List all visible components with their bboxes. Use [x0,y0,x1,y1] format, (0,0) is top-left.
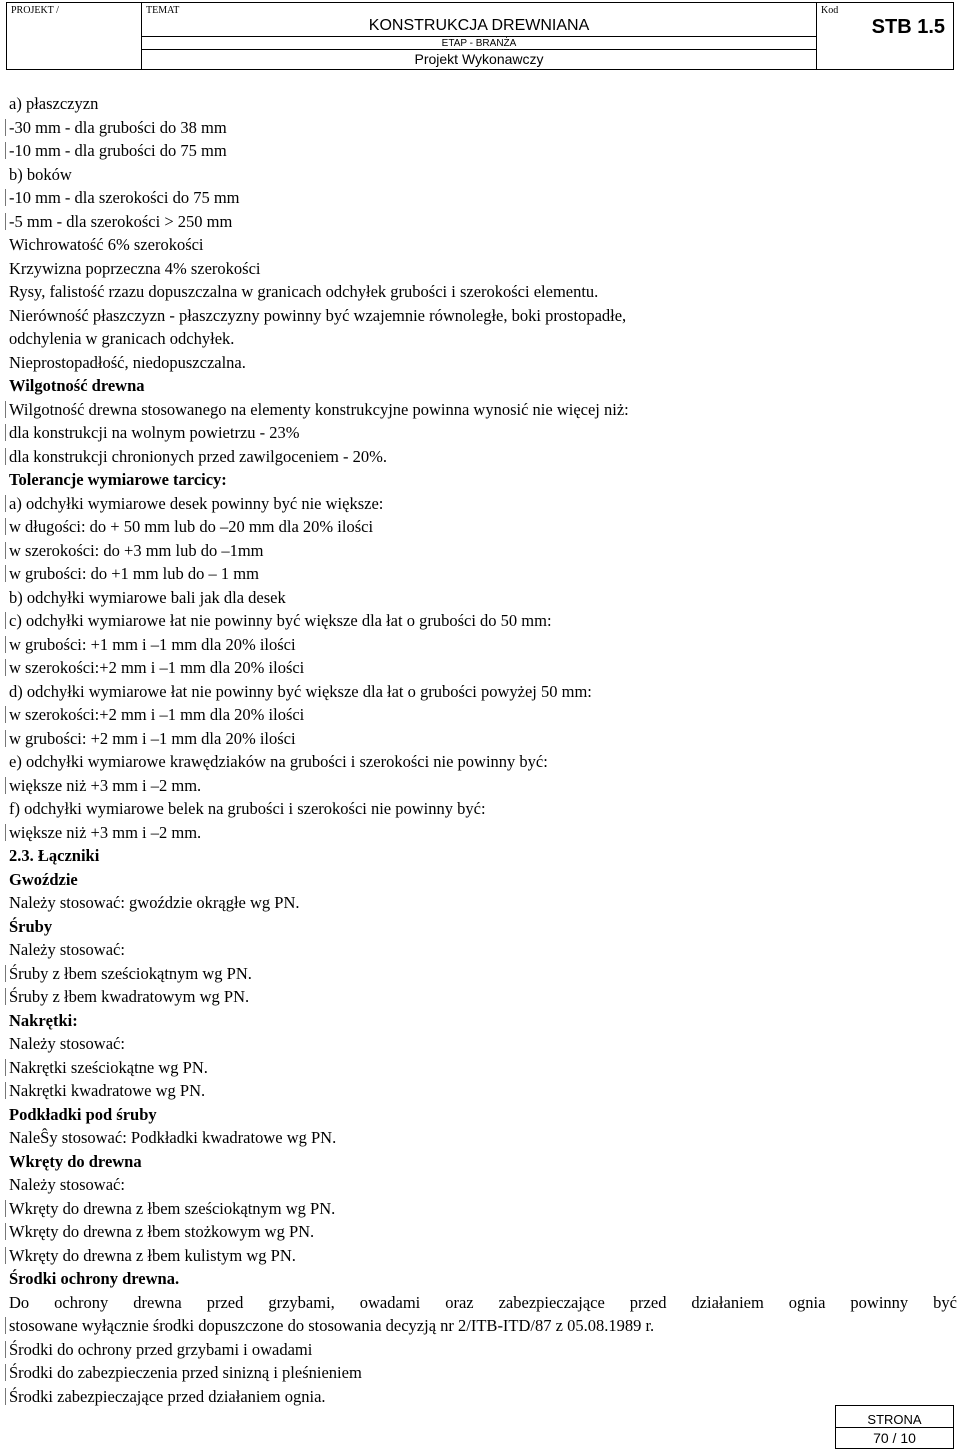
projekt-label: PROJEKT / [11,5,59,16]
text-line [9,821,957,845]
text-line [9,210,957,234]
margin-mark [5,1364,9,1381]
line-text: Środki ochrony drewna. [9,1269,180,1288]
text-line [9,539,957,563]
margin-mark [5,142,9,159]
text-line [9,421,957,445]
line-text: c) odchyłki wymiarowe łat nie powinny być większe dla łat o grubości do 50 mm: [9,611,552,630]
line-text: Środki zabezpieczające przed działaniem ognia. [9,1386,326,1406]
margin-mark [5,965,9,982]
line-text: Środki do zabezpieczenia przed sinizną i pleśnieniem [9,1363,362,1382]
line-text: w długości: do + 50 mm lub do –20 mm dla 20% ilości [9,517,374,536]
text-line [9,1314,957,1338]
margin-mark [5,1200,9,1217]
margin-mark [5,777,9,794]
text-line [9,257,957,281]
text-line [9,515,957,539]
line-text: Nakrętki kwadratowe wg PN. [9,1081,206,1100]
margin-mark [5,988,9,1005]
text-line [9,1173,957,1197]
line-text: NaleŜy stosować: Podkładki kwadratowe wg PN. [9,1128,337,1147]
line-text: Wichrowatość 6% szerokości [9,235,204,254]
line-text: Krzywizna poprzeczna 4% szerokości [9,258,261,278]
text-line [9,351,957,375]
text-line [9,891,957,915]
margin-mark [5,824,9,841]
text-line [9,280,957,304]
text-line [9,1338,957,1362]
line-text: Podkładki pod śruby [9,1104,157,1124]
margin-mark [5,636,9,653]
margin-mark [5,1341,9,1358]
line-text: dla konstrukcji na wolnym powietrzu - 23% [9,423,300,442]
line-text: Śruby z łbem sześciokątnym wg PN. [9,963,252,983]
margin-mark [5,706,9,723]
text-line [9,586,957,610]
margin-mark [5,189,9,206]
text-line [9,92,957,116]
margin-mark [5,1388,9,1405]
margin-mark [5,612,9,629]
line-text: w grubości: do +1 mm lub do – 1 mm [9,564,259,583]
line-text: -30 mm - dla grubości do 38 mm [9,117,227,137]
text-line [9,233,957,257]
text-line [9,139,957,163]
text-line [9,186,957,210]
margin-mark [5,565,9,582]
text-line [9,797,957,821]
line-text: Nakrętki sześciokątne wg PN. [9,1057,208,1077]
margin-mark [5,518,9,535]
line-text: w szerokości:+2 mm i –1 mm dla 20% ilości [9,658,305,677]
text-line [9,445,957,469]
margin-mark [5,213,9,230]
line-text: w szerokości:+2 mm i –1 mm dla 20% ilości [9,705,305,724]
line-text: Śruby z łbem kwadratowym wg PN. [9,987,250,1006]
text-line [9,750,957,774]
line-text: e) odchyłki wymiarowe krawędziaków na grubości i szerokości nie powinny być: [9,752,548,771]
page-number: 70 / 10 [873,1430,916,1446]
text-line [9,938,957,962]
text-line [9,1079,957,1103]
line-text: Wilgotność drewna stosowanego na elementy konstrukcyjne powinna wynosić nie więcej niż: [9,399,629,419]
line-text: Należy stosować: [9,940,125,959]
text-line [9,609,957,633]
margin-mark [5,1317,9,1334]
line-text: -10 mm - dla grubości do 75 mm [9,141,227,160]
text-line [9,633,957,657]
section-heading [9,1267,957,1291]
margin-mark [5,730,9,747]
document-title: KONSTRUKCJA DREWNIANA [368,17,590,34]
line-text: f) odchyłki wymiarowe belek na grubości i szerokości nie powinny być: [9,799,486,818]
kod-label: Kod [821,5,839,16]
margin-mark [5,448,9,465]
line-text: Wilgotność drewna [9,376,145,395]
document-body [9,92,957,1408]
text-line [9,774,957,798]
margin-mark [5,1223,9,1240]
header-divider [142,36,816,37]
text-line [9,492,957,516]
line-text: dla konstrukcji chronionych przed zawilgoceniem - 20%. [9,446,388,466]
text-line [9,327,957,351]
project-stage: Projekt Wykonawczy [414,51,544,67]
etap-branza: ETAP - BRANŻA [441,38,517,49]
text-line [9,1032,957,1056]
line-text: Gwoździe [9,869,78,889]
line-text: większe niż +3 mm i –2 mm. [9,775,202,795]
line-text: Należy stosować: [9,1034,125,1053]
line-text: Należy stosować: gwoździe okrągłe wg PN. [9,893,300,912]
margin-mark [5,1247,9,1264]
section-heading [9,1150,957,1174]
margin-mark [5,495,9,512]
line-text: Środki do ochrony przed grzybami i owadami [9,1339,313,1359]
section-heading [9,1103,957,1127]
line-text: Wkręty do drewna z łbem sześciokątnym wg PN. [9,1198,336,1218]
line-text: Do ochrony drewna przed grzybami, owadami oraz zabezpieczające przed działaniem ognia powinny być [9,1292,957,1312]
text-line [9,163,957,187]
line-text: odchylenia w granicach odchyłek. [9,329,235,348]
line-text: -10 mm - dla szerokości do 75 mm [9,188,240,207]
text-line [9,1197,957,1221]
text-line [9,116,957,140]
line-text: -5 mm - dla szerokości > 250 mm [9,211,233,231]
text-line [9,1056,957,1080]
document-header [6,2,954,70]
line-text: Należy stosować: [9,1175,125,1194]
header-code-cell [817,3,953,69]
text-line [9,1361,957,1385]
section-heading [9,915,957,939]
text-line [9,680,957,704]
line-text: a) odchyłki wymiarowe desek powinny być nie większe: [9,493,384,513]
section-heading [9,1009,957,1033]
text-line [9,962,957,986]
line-text: Nieprostopadłość, niedopuszczalna. [9,352,246,372]
line-text: większe niż +3 mm i –2 mm. [9,822,202,842]
line-text: stosowane wyłącznie środki dopuszczone do stosowania decyzją nr 2/ITB-ITD/87 z 05.08.1989 r. [9,1316,655,1335]
margin-mark [5,659,9,676]
text-line [9,1385,957,1409]
text-line [9,727,957,751]
margin-mark [5,424,9,441]
line-text: b) boków [9,164,72,184]
text-line [9,1220,957,1244]
line-text: Wkręty do drewna [9,1151,142,1171]
margin-mark [5,401,9,418]
line-text: Nakrętki: [9,1010,78,1030]
temat-label: TEMAT [146,5,180,16]
section-heading [9,468,957,492]
text-line [9,656,957,680]
footer-divider [836,1427,953,1428]
line-text: Śruby [9,916,53,936]
line-text: a) płaszczyzn [9,94,99,113]
margin-mark [5,1082,9,1099]
line-text: b) odchyłki wymiarowe bali jak dla desek [9,587,286,607]
section-heading [9,868,957,892]
header-project-cell [7,3,142,69]
line-text: Tolerancje wymiarowe tarcicy: [9,470,227,489]
line-text: d) odchyłki wymiarowe łat nie powinny być większe dla łat o grubości powyżej 50 mm: [9,681,592,701]
text-line [9,1126,957,1150]
line-text: 2.3. Łączniki [9,846,100,865]
text-line [9,1291,957,1315]
margin-mark [5,119,9,136]
section-heading [9,374,957,398]
line-text: Wkręty do drewna z łbem kulistym wg PN. [9,1245,296,1265]
line-text: Rysy, falistość rzazu dopuszczalna w granicach odchyłek grubości i szerokości elementu. [9,282,599,301]
page-footer [835,1405,954,1449]
line-text: w grubości: +2 mm i –1 mm dla 20% ilości [9,728,296,748]
text-line [9,398,957,422]
margin-mark [5,1059,9,1076]
line-text: w grubości: +1 mm i –1 mm dla 20% ilości [9,634,296,654]
page-label: STRONA [867,1412,922,1427]
line-text: Nierówność płaszczyzn - płaszczyzny powinny być wzajemnie równoległe, boki prostopadłe, [9,305,627,325]
header-divider [142,49,816,50]
header-title-cell [142,3,817,69]
text-line [9,304,957,328]
margin-mark [5,542,9,559]
text-line [9,703,957,727]
line-text: Wkręty do drewna z łbem stożkowym wg PN. [9,1222,315,1241]
section-heading [9,844,957,868]
document-code: STB 1.5 [871,16,945,38]
text-line [9,562,957,586]
text-line [9,1244,957,1268]
line-text: w szerokości: do +3 mm lub do –1mm [9,540,264,560]
text-line [9,985,957,1009]
